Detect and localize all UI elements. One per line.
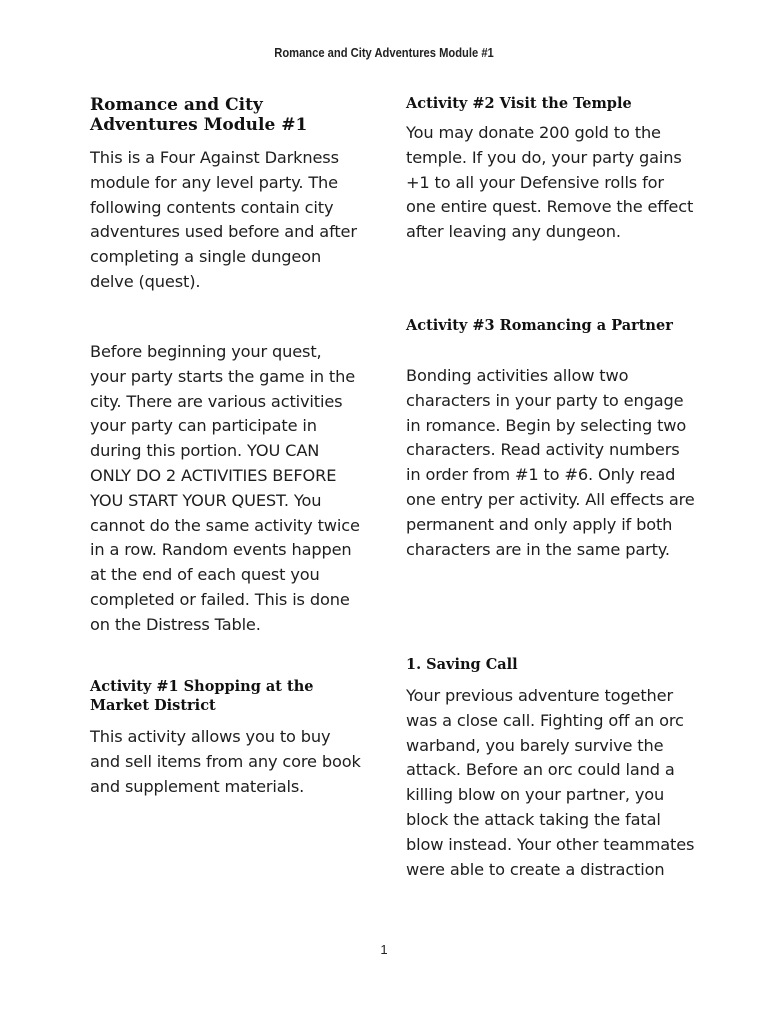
saving-call-block bbox=[406, 655, 696, 674]
activity1-paragraph: This activity allows you to buy and sell items from any core book and supplement materials. bbox=[90, 727, 361, 796]
activity3-block bbox=[406, 316, 696, 335]
before-quest-block bbox=[90, 340, 362, 638]
activity1-text-block bbox=[90, 725, 362, 799]
intro-paragraph: This is a Four Against Darkness module for any level party. The following contents contain city adventures used before and after completing a single dungeon delve (quest). bbox=[90, 148, 357, 291]
page-number: 1 bbox=[380, 942, 388, 957]
before-quest-paragraph: Before beginning your quest, your party starts the game in the city. There are various activities your party can participate in during this portion. YOU CAN ONLY DO 2 ACTIVITIES BEFORE YOU START YOUR QUEST. You cannot do the same activity twice in a row. Random events happen at the end of each quest you completed or failed. This is done on the Distress Table. bbox=[90, 342, 360, 634]
saving-call-text-block bbox=[406, 684, 696, 882]
saving-call-paragraph: Your previous adventure together was a close call. Fighting off an orc warband, you barely survive the attack. Before an orc could land a killing blow on your partner, you block the attack taking the fatal blow instead. Your other teammates were able to create a distraction bbox=[406, 686, 695, 879]
activity2-heading: Activity #2 Visit the Temple bbox=[406, 95, 632, 112]
activity3-heading: Activity #3 Romancing a Partner bbox=[406, 317, 673, 334]
intro-block bbox=[90, 146, 362, 295]
saving-call-heading: 1. Saving Call bbox=[406, 656, 518, 673]
activity2-block bbox=[406, 94, 696, 113]
activity3-paragraph: Bonding activities allow two characters in your party to engage in romance. Begin by selecting two characters. Read activity numbers in order from #1 to #6. Only read one entry per activity. All effects are permanent and only apply if both characters are in the same party. bbox=[406, 366, 695, 559]
activity3-text-block bbox=[406, 364, 696, 562]
running-header: Romance and City Adventures Module #1 bbox=[274, 45, 494, 60]
module-title: Romance and City Adventures Module #1 bbox=[90, 95, 308, 135]
activity1-heading: Activity #1 Shopping at the Market District bbox=[90, 678, 314, 714]
activity2-paragraph: You may donate 200 gold to the temple. If you do, your party gains +1 to all your Defensive rolls for one entire quest. Remove the effect after leaving any dungeon. bbox=[406, 123, 694, 242]
module-title-block bbox=[90, 95, 362, 135]
activity1-block bbox=[90, 677, 362, 715]
activity2-text-block bbox=[406, 121, 696, 245]
